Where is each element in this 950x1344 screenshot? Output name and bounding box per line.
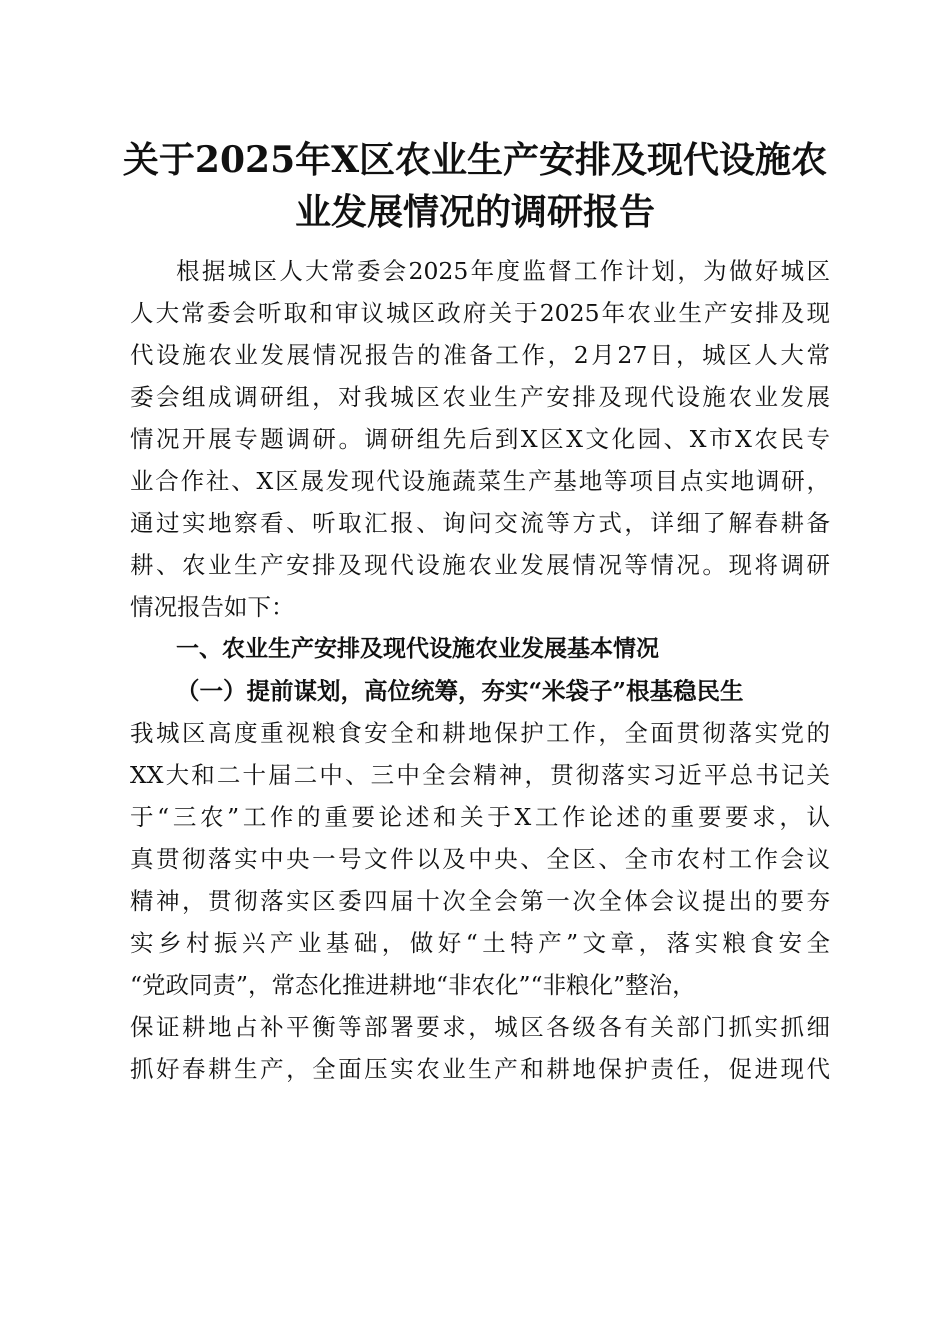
title-line-1: 关于2025年X区农业生产安排及现代设施农 [122, 139, 828, 181]
title-line-2: 业发展情况的调研报告 [294, 191, 655, 233]
section-heading: 一、农业生产安排及现代设施农业发展基本情况 [176, 636, 659, 662]
paragraph-line: 情况报告如下： [130, 593, 295, 621]
subsection-heading: （一）提前谋划，高位统筹，夯实“米袋子”根基稳民生 [176, 677, 744, 705]
document-title [110, 134, 840, 238]
paragraph-line: 保证耕地占补平衡等部署要求，城区各级各有关部门抓实抓细 [130, 1013, 830, 1041]
paragraph-line: 业合作社、X区晟发现代设施蔬菜生产基地等项目点实地调研， [130, 467, 830, 495]
paragraph-line: 实乡村振兴产业基础，做好“土特产”文章，落实粮食安全 [130, 929, 830, 957]
paragraph-line: 根据城区人大常委会2025年度监督工作计划，为做好城区 [176, 257, 830, 285]
paragraph-line: 情况开展专题调研。调研组先后到X区X文化园、X市X农民专 [130, 425, 830, 453]
paragraph-line: 通过实地察看、听取汇报、询问交流等方式，详细了解春耕备 [130, 509, 830, 537]
paragraph-line: 精神，贯彻落实区委四届十次全会第一次全体会议提出的要夯 [130, 887, 830, 915]
paragraph-line: 耕、农业生产安排及现代设施农业发展情况等情况。现将调研 [130, 551, 830, 579]
paragraph-line: “党政同责”，常态化推进耕地“非农化”“非粮化”整治， [130, 971, 696, 999]
paragraph-line: 代设施农业发展情况报告的准备工作，2月27日，城区人大常 [130, 341, 830, 369]
document-body [130, 250, 830, 1090]
paragraph-line: 人大常委会听取和审议城区政府关于2025年农业生产安排及现 [130, 299, 830, 327]
paragraph-line: 于“三农”工作的重要论述和关于X工作论述的重要要求，认 [130, 803, 830, 831]
paragraph-line: 真贯彻落实中央一号文件以及中央、全区、全市农村工作会议 [130, 845, 830, 873]
paragraph-line: 委会组成调研组，对我城区农业生产安排及现代设施农业发展 [130, 383, 830, 411]
paragraph-line: XX大和二十届二中、三中全会精神，贯彻落实习近平总书记关 [130, 761, 830, 789]
paragraph-line: 我城区高度重视粮食安全和耕地保护工作，全面贯彻落实党的 [130, 719, 830, 747]
paragraph-line: 抓好春耕生产，全面压实农业生产和耕地保护责任，促进现代 [130, 1055, 830, 1083]
